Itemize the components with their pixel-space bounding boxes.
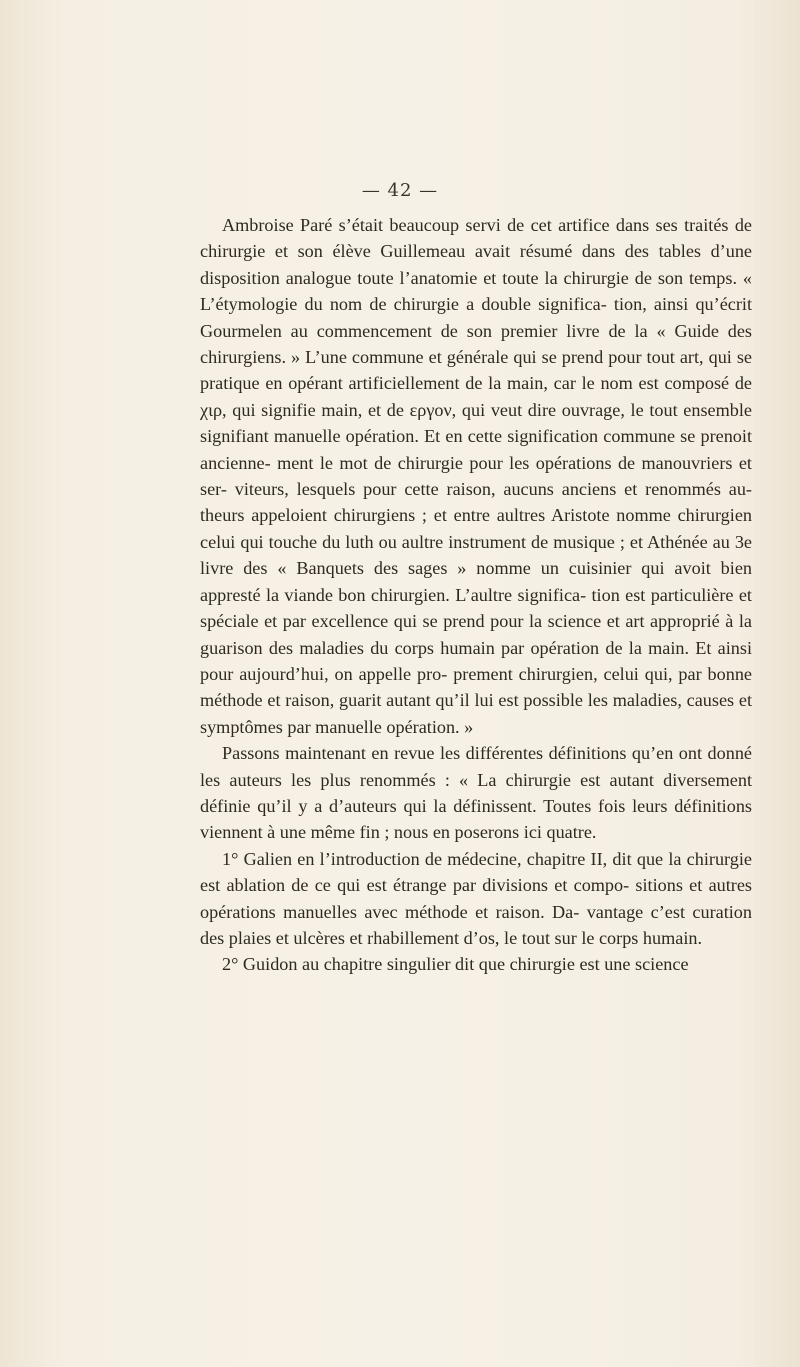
paragraph-2: Passons maintenant en revue les différentes définitions qu’en ont donné les auteurs les plus renommés : « La chirurgie est autant diversement définie qu’il y a d’auteurs qui la définissent. Toutes fois leurs définitions viennent à une même fin ; nous en poserons ici quatre. <box>200 743 752 843</box>
paragraph-1: Ambroise Paré s’était beaucoup servi de cet artifice dans ses traités de chirurgie et son élève Guillemeau avait résumé dans des tables d’une disposition analogue toute l’anatomie et toute la chirurgie de son temps. « L’étymologie du nom de chirurgie a double significa- tion, ainsi qu’écrit Gourmelen au commencement de son premier livre de la « Guide des chirurgiens. » L’une commune et générale qui se prend pour tout art, qui se pratique en opérant artificiellement de la main, car le nom est composé de χιρ, qui signifie main, et de εργον, qui veut dire ouvrage, le tout ensemble signifiant manuelle opération. Et en cette signification commune se prenoit ancienne- ment le mot de chirurgie pour les opérations de manouvriers et ser- viteurs, lesquels pour cette raison, aucuns anciens et renommés au- theurs appeloient chirurgiens ; et entre aultres Aristote nomme chirurgien celui qui touche du luth ou aultre instrument de musique ; et Athénée au 3e livre des « Banquets des sages » nomme un cuisinier qui avoit bien appresté la viande bon chirurgien. L’aultre significa- tion est particulière et spéciale et par excellence qui se prend pour la science et art approprié à la guarison des maladies du corps humain par opération de la main. Et ainsi pour aujourd’hui, on appelle pro- prement chirurgien, celui qui, par bonne méthode et raison, guarit autant qu’il lui est possible les maladies, causes et symptômes par manuelle opération. » <box>200 215 752 737</box>
page-number: — 42 — <box>361 180 439 201</box>
paragraph-3: 1° Galien en l’introduction de médecine, chapitre II, dit que la chirurgie est ablation de ce qui est étrange par divisions et compo- sitions et autres opérations manuelles avec méthode et raison. Da- vantage c’est curation des plaies et ulcères et rhabillement d’os, le tout sur le corps humain. <box>200 848 752 948</box>
paragraph-4: 2° Guidon au chapitre singulier dit que chirurgie est une science <box>222 954 689 975</box>
body-text <box>200 212 752 978</box>
